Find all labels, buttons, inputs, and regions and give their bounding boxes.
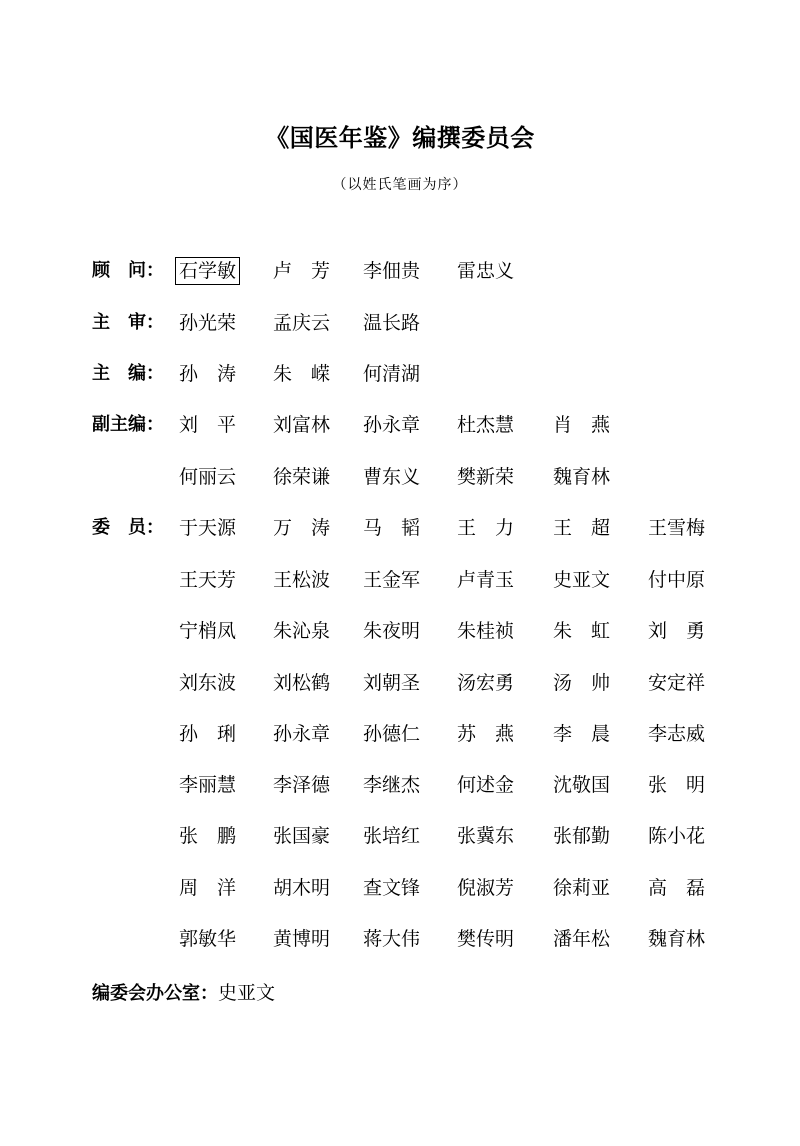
member-name: 张 鹏 bbox=[179, 825, 237, 847]
member-name: 刘松鹤 bbox=[273, 672, 331, 694]
member-name: 高 磊 bbox=[648, 877, 706, 899]
member-name: 樊传明 bbox=[457, 928, 515, 950]
member-name: 徐荣谦 bbox=[273, 466, 331, 488]
section-members-row-6 bbox=[0, 772, 800, 802]
member-name: 温长路 bbox=[363, 312, 421, 334]
member-name: 何述金 bbox=[457, 774, 515, 796]
page-subtitle: （以姓氏笔画为序） bbox=[332, 177, 468, 193]
member-name: 张冀东 bbox=[457, 825, 515, 847]
member-name: 杜杰慧 bbox=[457, 414, 515, 436]
member-name: 王天芳 bbox=[179, 569, 237, 591]
member-name: 张郁勤 bbox=[553, 825, 611, 847]
member-name: 孙永章 bbox=[273, 723, 331, 745]
member-name: 樊新荣 bbox=[457, 466, 515, 488]
member-name: 朱 虹 bbox=[553, 620, 611, 642]
member-name: 魏育林 bbox=[648, 928, 706, 950]
section-label: 主 审： bbox=[92, 312, 164, 333]
member-name: 万 涛 bbox=[273, 517, 331, 539]
member-name: 李志威 bbox=[648, 723, 706, 745]
member-name: 卢 芳 bbox=[273, 260, 331, 282]
section-deputy-editors-row-2 bbox=[0, 464, 800, 494]
section-members-row-2 bbox=[0, 567, 800, 597]
section-chief-editors bbox=[0, 361, 800, 391]
member-name: 孙德仁 bbox=[363, 723, 421, 745]
member-name: 石学敏 bbox=[175, 257, 240, 285]
member-name: 黄博明 bbox=[273, 928, 331, 950]
member-name: 张 明 bbox=[648, 774, 706, 796]
member-name: 王金军 bbox=[363, 569, 421, 591]
section-members-row-7 bbox=[0, 823, 800, 853]
member-name: 孙 涛 bbox=[179, 363, 237, 385]
member-name: 朱 嵘 bbox=[273, 363, 331, 385]
office-label: 编委会办公室： bbox=[92, 983, 218, 1004]
member-name: 张培红 bbox=[363, 825, 421, 847]
member-name: 潘年松 bbox=[553, 928, 611, 950]
editorial-office-line bbox=[92, 980, 275, 1007]
member-name: 李丽慧 bbox=[179, 774, 237, 796]
member-name: 朱沁泉 bbox=[273, 620, 331, 642]
member-name: 史亚文 bbox=[553, 569, 611, 591]
member-name: 王 力 bbox=[457, 517, 515, 539]
member-name: 张国豪 bbox=[273, 825, 331, 847]
page-title: 《国医年鉴》编撰委员会 bbox=[265, 124, 535, 152]
section-advisors bbox=[0, 258, 800, 288]
member-name: 刘富林 bbox=[273, 414, 331, 436]
section-label: 委 员： bbox=[92, 517, 164, 538]
member-name: 孙永章 bbox=[363, 414, 421, 436]
member-name: 郭敏华 bbox=[179, 928, 237, 950]
member-name: 陈小花 bbox=[648, 825, 706, 847]
section-label: 顾 问： bbox=[92, 260, 164, 281]
member-name: 刘 平 bbox=[179, 414, 237, 436]
member-name: 肖 燕 bbox=[553, 414, 611, 436]
member-name: 沈敬国 bbox=[553, 774, 611, 796]
member-name: 孙 琍 bbox=[179, 723, 237, 745]
member-name: 胡木明 bbox=[273, 877, 331, 899]
member-name: 雷忠义 bbox=[457, 260, 515, 282]
member-name: 于天源 bbox=[179, 517, 237, 539]
member-name: 倪淑芳 bbox=[457, 877, 515, 899]
member-name: 李 晨 bbox=[553, 723, 611, 745]
member-name: 宁梢凤 bbox=[179, 620, 237, 642]
section-members-row-1 bbox=[0, 515, 800, 545]
member-name: 卢青玉 bbox=[457, 569, 515, 591]
section-members-row-5 bbox=[0, 721, 800, 751]
member-name: 孟庆云 bbox=[273, 312, 331, 334]
section-members-row-9 bbox=[0, 926, 800, 956]
member-name: 徐莉亚 bbox=[553, 877, 611, 899]
member-name: 孙光荣 bbox=[179, 312, 237, 334]
member-name: 曹东义 bbox=[363, 466, 421, 488]
member-name: 蒋大伟 bbox=[363, 928, 421, 950]
member-name: 李泽德 bbox=[273, 774, 331, 796]
member-name: 王雪梅 bbox=[648, 517, 706, 539]
member-name: 周 洋 bbox=[179, 877, 237, 899]
member-name: 刘 勇 bbox=[648, 620, 706, 642]
member-name: 安定祥 bbox=[648, 672, 706, 694]
section-members-row-4 bbox=[0, 670, 800, 700]
member-name: 何清湖 bbox=[363, 363, 421, 385]
member-name: 王松波 bbox=[273, 569, 331, 591]
member-name: 刘东波 bbox=[179, 672, 237, 694]
section-label: 副主编： bbox=[92, 414, 164, 435]
member-name: 朱桂祯 bbox=[457, 620, 515, 642]
member-name: 汤 帅 bbox=[553, 672, 611, 694]
member-name: 马 韬 bbox=[363, 517, 421, 539]
member-name: 何丽云 bbox=[179, 466, 237, 488]
section-chief-reviewers bbox=[0, 310, 800, 340]
section-deputy-editors-row-1 bbox=[0, 412, 800, 442]
member-name: 李佃贵 bbox=[363, 260, 421, 282]
member-name: 李继杰 bbox=[363, 774, 421, 796]
member-name: 朱夜明 bbox=[363, 620, 421, 642]
section-label: 主 编： bbox=[92, 363, 164, 384]
member-name: 查文锋 bbox=[363, 877, 421, 899]
section-members-row-8 bbox=[0, 875, 800, 905]
member-name: 刘朝圣 bbox=[363, 672, 421, 694]
member-name: 魏育林 bbox=[553, 466, 611, 488]
member-name: 苏 燕 bbox=[457, 723, 515, 745]
member-name: 付中原 bbox=[648, 569, 706, 591]
office-value: 史亚文 bbox=[218, 982, 276, 1004]
member-name: 王 超 bbox=[553, 517, 611, 539]
section-members-row-3 bbox=[0, 618, 800, 648]
member-name: 汤宏勇 bbox=[457, 672, 515, 694]
